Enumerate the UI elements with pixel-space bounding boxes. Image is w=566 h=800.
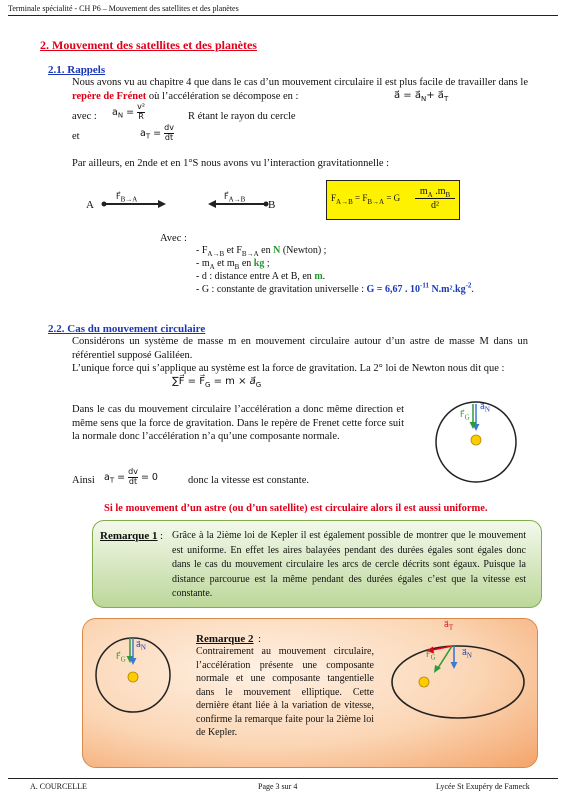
section-title: 2. Mouvement des satellites et des planètes bbox=[40, 38, 257, 52]
footer-author: A. COURCELLE bbox=[30, 782, 87, 791]
circle-orbit-small-diagram bbox=[92, 634, 174, 716]
aN-vector-icon-3: $a⃗_N$ bbox=[462, 648, 472, 660]
footer-rule bbox=[8, 778, 558, 779]
newton-formula-box: $F_{A\to B} = F_{B\to A} = G$ $m_A$ $.m_B$ d² bbox=[326, 180, 460, 220]
bullet-constant: - G : constante de gravitation universelle : G = 6,67 . $10^{-11}$ $N.m^2.kg^{-2}$. bbox=[196, 281, 474, 295]
footer-school: Lycée St Exupéry de Fameck bbox=[436, 782, 530, 791]
remark-1-title: Remarque 1 bbox=[100, 530, 158, 542]
remark-2-title: Remarque 2 bbox=[196, 633, 254, 645]
avec-bullets-label: Avec : bbox=[160, 233, 187, 244]
rappels-paragraph: Nous avons vu au chapitre 4 que dans le cas d’un mouvement circulaire il est plus facile de travailler dans le repère de Frénet où l’accélération se décompose en : bbox=[72, 77, 528, 102]
units-list bbox=[196, 244, 536, 296]
elliptic-orbit-diagram bbox=[388, 628, 528, 722]
bullet-mass: - $m_A$ et $m_B$ en kg ; bbox=[196, 258, 270, 271]
radius-note: R étant le rayon du cercle bbox=[188, 111, 296, 122]
newton-second-law-formula: ∑F⃗ = $F⃗_G = m$ × $a⃗_G$ bbox=[172, 376, 262, 389]
uniform-conclusion: donc la vitesse est constante. bbox=[188, 475, 310, 486]
aT-vector-icon: $a⃗_T$ bbox=[444, 620, 454, 632]
key-conclusion: Si le mouvement d’un astre (ou d’un satellite) est circulaire alors il est aussi uniforme. bbox=[104, 503, 488, 514]
uniform-formula: $a_T$ = $\frac{dv}{dt}$ = 0 bbox=[104, 467, 158, 486]
FG-vector-icon-3: $F⃗_G$ bbox=[426, 650, 436, 662]
aN-vector-icon: $a⃗_N$ bbox=[480, 402, 490, 414]
et-label: et bbox=[72, 131, 80, 142]
point-B-label: B bbox=[268, 199, 276, 211]
remark-2-text: Contrairement au mouvement circulaire, l’accélération présente une composante normale et une composante tangentielle dans le mouvement elliptique. Cette dernière étant liée à la variation de vitesse, confirme la remarque faite pour la 2ième loi de Kepler. bbox=[196, 646, 374, 738]
FG-vector-icon: $F⃗_G$ bbox=[460, 410, 470, 422]
avec-label: avec : bbox=[72, 111, 97, 122]
aN-formula: $a_N$ = $\frac{\text{v²}}{R}$ bbox=[112, 102, 146, 121]
footer-page: Page 3 sur 4 bbox=[258, 782, 298, 791]
ainsi-label: Ainsi bbox=[72, 475, 95, 486]
aT-formula: $a_T$ = $\frac{dv}{dt}$ bbox=[140, 123, 174, 142]
newton-law-text: L’unique force qui s’applique au système est la force de gravitation. La 2° loi de Newton nous dit que : bbox=[72, 363, 505, 374]
point-A-label: A bbox=[86, 199, 94, 211]
remark-1-colon: : bbox=[160, 530, 164, 542]
subsection-title-circulaire: 2.2. Cas du mouvement circulaire bbox=[48, 323, 206, 335]
subsection-title-rappels: 2.1. Rappels bbox=[48, 64, 106, 76]
remark-2-colon: : bbox=[258, 633, 262, 645]
acceleration-formula: a⃗ = $a⃗_N+$ $a⃗_T$ bbox=[394, 90, 449, 103]
bullet-distance: - d : distance entre A et B, en m. bbox=[196, 271, 326, 282]
page-header: Terminale spécialité - CH P6 – Mouvement des satellites et des planètes bbox=[8, 4, 239, 13]
aN-vector-icon-2: $a⃗_N$ bbox=[136, 640, 146, 652]
circular-orbit-diagram bbox=[432, 398, 520, 486]
bullet-force: - $F_{A\to B}$ et $F_{B\to A}$ en N (Newton) ; bbox=[196, 245, 327, 258]
force-A-on-B-icon: $F⃗_{B\to A}$ bbox=[116, 192, 138, 204]
frenet-highlight: repère de Frénet bbox=[72, 90, 147, 102]
circulaire-intro: Considérons un système de masse m en mouvement circulaire autour d’un astre de masse M dans un référentiel supposé Galiléen. bbox=[72, 336, 528, 361]
header-rule bbox=[8, 15, 558, 16]
remark-1-text: Grâce à la 2ième loi de Kepler il est également possible de montrer que le mouvement est uniforme. En effet les aires balayées pendant des durées égales sont égales donc dans le cas du mouvement circulaire les arcs de cercle décrits sont égaux. Puisque la distance parcourue est la même pendant des durées égales c’est que la vitesse est constante. bbox=[172, 530, 526, 599]
FG-vector-icon-2: $F⃗_G$ bbox=[116, 652, 126, 664]
circulaire-explanation: Dans le cas du mouvement circulaire l’accélération a donc même direction et même sens que la force de gravitation. Dans le repère de Frenet cette force suit la normale donc l’accélération n’a qu’une composante normale. bbox=[72, 404, 404, 443]
gravitation-intro: Par ailleurs, en 2nde et en 1°S nous avons vu l’interaction gravitationnelle : bbox=[72, 158, 390, 169]
force-B-on-A-icon: $F⃗_{A\to B}$ bbox=[224, 192, 246, 204]
